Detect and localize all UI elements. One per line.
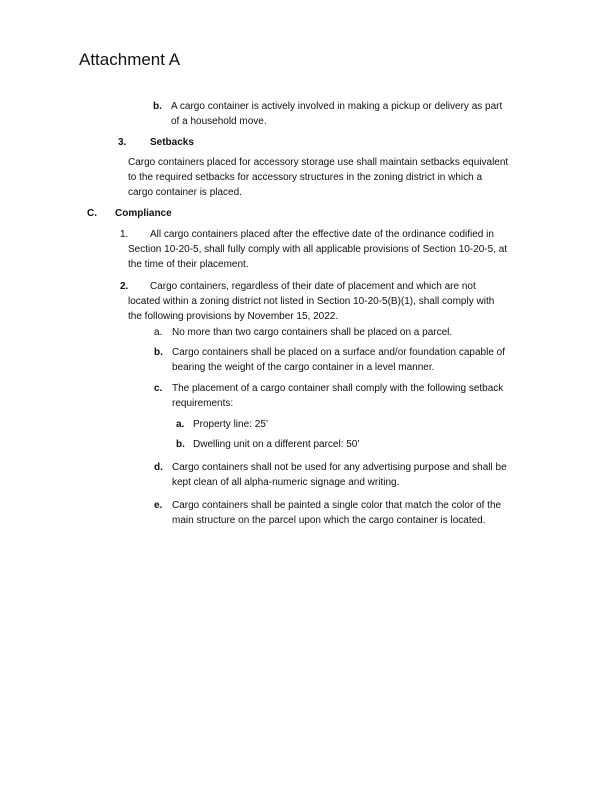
paragraph-line: cargo container is placed.: [128, 187, 242, 198]
paragraph-line: located within a zoning district not listed in Section 10-20-5(B)(1), shall comply with: [128, 296, 495, 307]
paragraph-line: requirements:: [172, 398, 234, 409]
setback-requirement: Property line: 25’: [193, 419, 269, 430]
paragraph-line: A cargo container is actively involved in making a pickup or delivery as part: [171, 101, 503, 112]
paragraph-line: bearing the weight of the cargo container in a level manner.: [172, 362, 435, 373]
paragraph-line: Cargo containers placed for accessory storage use shall maintain setbacks equivalent: [128, 157, 509, 168]
paragraph-line: Cargo containers shall be painted a single color that match the color of the: [172, 500, 502, 511]
item-number: 2.: [120, 281, 129, 292]
paragraph-line: the time of their placement.: [128, 259, 249, 270]
section-heading: Compliance: [115, 208, 172, 219]
list-marker: e.: [154, 500, 163, 511]
item-number: 1.: [120, 229, 129, 240]
paragraph-line: Cargo containers shall not be used for any advertising purpose and shall be: [172, 462, 507, 473]
list-marker: d.: [154, 462, 163, 473]
paragraph-line: Cargo containers, regardless of their date of placement and which are not: [150, 281, 476, 292]
paragraph-line: Cargo containers shall be placed on a surface and/or foundation capable of: [172, 347, 506, 358]
list-marker: b.: [153, 101, 162, 112]
setback-requirement: Dwelling unit on a different parcel: 50’: [193, 439, 360, 450]
paragraph-line: The placement of a cargo container shall comply with the following setback: [172, 383, 504, 394]
paragraph-line: to the required setbacks for accessory structures in the zoning district in which a: [128, 172, 483, 183]
list-marker: a.: [176, 419, 185, 430]
paragraph-line: the following provisions by November 15, 2022.: [128, 311, 339, 322]
paragraph-line: Section 10-20-5, shall fully comply with all applicable provisions of Section 10-20-5, at: [128, 244, 508, 255]
list-marker: a.: [154, 327, 163, 338]
list-marker: c.: [154, 383, 163, 394]
section-marker: C.: [87, 208, 97, 219]
paragraph-line: main structure on the parcel upon which the cargo container is located.: [172, 515, 486, 526]
section-number: 3.: [118, 137, 127, 148]
paragraph-line: All cargo containers placed after the effective date of the ordinance codified in: [150, 229, 494, 240]
list-marker: b.: [176, 439, 185, 450]
section-heading: Setbacks: [150, 137, 194, 148]
list-marker: b.: [154, 347, 163, 358]
paragraph-line: kept clean of all alpha-numeric signage and writing.: [172, 477, 400, 488]
paragraph-line: of a household move.: [171, 116, 267, 127]
page-title: Attachment A: [79, 50, 181, 69]
paragraph-line: No more than two cargo containers shall be placed on a parcel.: [172, 327, 453, 338]
